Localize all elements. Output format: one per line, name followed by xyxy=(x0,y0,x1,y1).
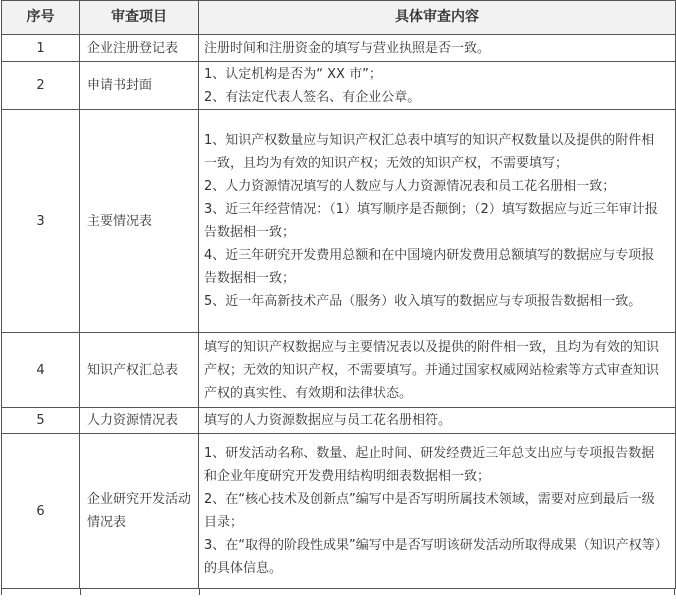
content-line: 4、近三年研究开发费用总额和在中国境内研发费用总额填写的数据应与专项报告数据相一致； xyxy=(204,248,655,286)
table-row xyxy=(2,434,676,589)
row-item: 企业注册登记表 xyxy=(80,35,199,62)
header-row xyxy=(2,1,676,35)
content-line: 填写的人力资源数据应与员工花名册相符。 xyxy=(204,413,452,428)
row-num: 1 xyxy=(2,35,80,62)
table-row xyxy=(2,408,676,434)
row-num: 3 xyxy=(2,110,80,333)
table-row xyxy=(2,110,676,333)
content-line: 5、近一年高新技术产品（服务）收入填写的数据应与专项报告数据相一致。 xyxy=(204,294,642,309)
truncated-row xyxy=(1,589,675,595)
content-line: 1、研发活动名称、数量、起止时间、研发经费近三年总支出应与专项报告数据和企业年度研究开发费用结构明细表数据相一致； xyxy=(204,446,655,484)
column-divider xyxy=(199,589,200,595)
column-divider xyxy=(80,589,81,595)
row-num: 6 xyxy=(2,434,80,589)
row-item: 人力资源情况表 xyxy=(80,408,199,434)
row-num: 5 xyxy=(2,408,80,434)
header-num: 序号 xyxy=(2,1,80,35)
table-row xyxy=(2,62,676,110)
content-line: 2、人力资源情况填写的人数应与人力资源情况表和员工花名册相一致； xyxy=(204,179,616,194)
row-num: 2 xyxy=(2,62,80,110)
row-content xyxy=(199,333,676,408)
row-item: 主要情况表 xyxy=(80,110,199,333)
content-line: 2、有法定代表人签名、有企业公章。 xyxy=(204,89,421,105)
content-line: 1、认定机构是否为“ XX 市”； xyxy=(204,66,382,82)
content-line: 填写的知识产权数据应与主要情况表以及提供的附件相一致，且均为有效的知识产权；无效的知识产权，不需要填写。并通过国家权威网站检索等方式审查知识产权的真实性、有效期和法律状态。 xyxy=(204,339,660,401)
row-content xyxy=(199,408,676,434)
header-item: 审查项目 xyxy=(80,1,199,35)
table-row xyxy=(2,333,676,408)
content-line: 2、在“核心技术及创新点”编写中是否写明所属技术领域，需要对应到最后一级目录； xyxy=(204,492,655,530)
content-line: 1、知识产权数量应与知识产权汇总表中填写的知识产权数量以及提供的附件相一致，且均为有效的知识产权；无效的知识产权，不需要填写； xyxy=(204,133,655,171)
row-content xyxy=(199,35,676,62)
row-num: 4 xyxy=(2,333,80,408)
row-item: 知识产权汇总表 xyxy=(80,333,199,408)
row-item: 企业研究开发活动情况表 xyxy=(80,434,199,589)
table-row xyxy=(2,35,676,62)
row-content xyxy=(199,110,676,333)
row-content xyxy=(199,62,676,110)
row-item: 申请书封面 xyxy=(80,62,199,110)
row-content xyxy=(199,434,676,589)
review-table xyxy=(1,0,676,589)
header-content: 具体审查内容 xyxy=(199,1,676,35)
content-line: 3、近三年经营情况：（1）填写顺序是否颠倒；（2）填写数据应与近三年审计报告数据相一致； xyxy=(204,202,658,240)
content-line: 3、在“取得的阶段性成果”编写中是否写明该研发活动所取得成果（知识产权等）的具体信息。 xyxy=(204,538,662,576)
content-line: 注册时间和注册资金的填写与营业执照是否一致。 xyxy=(204,40,491,56)
